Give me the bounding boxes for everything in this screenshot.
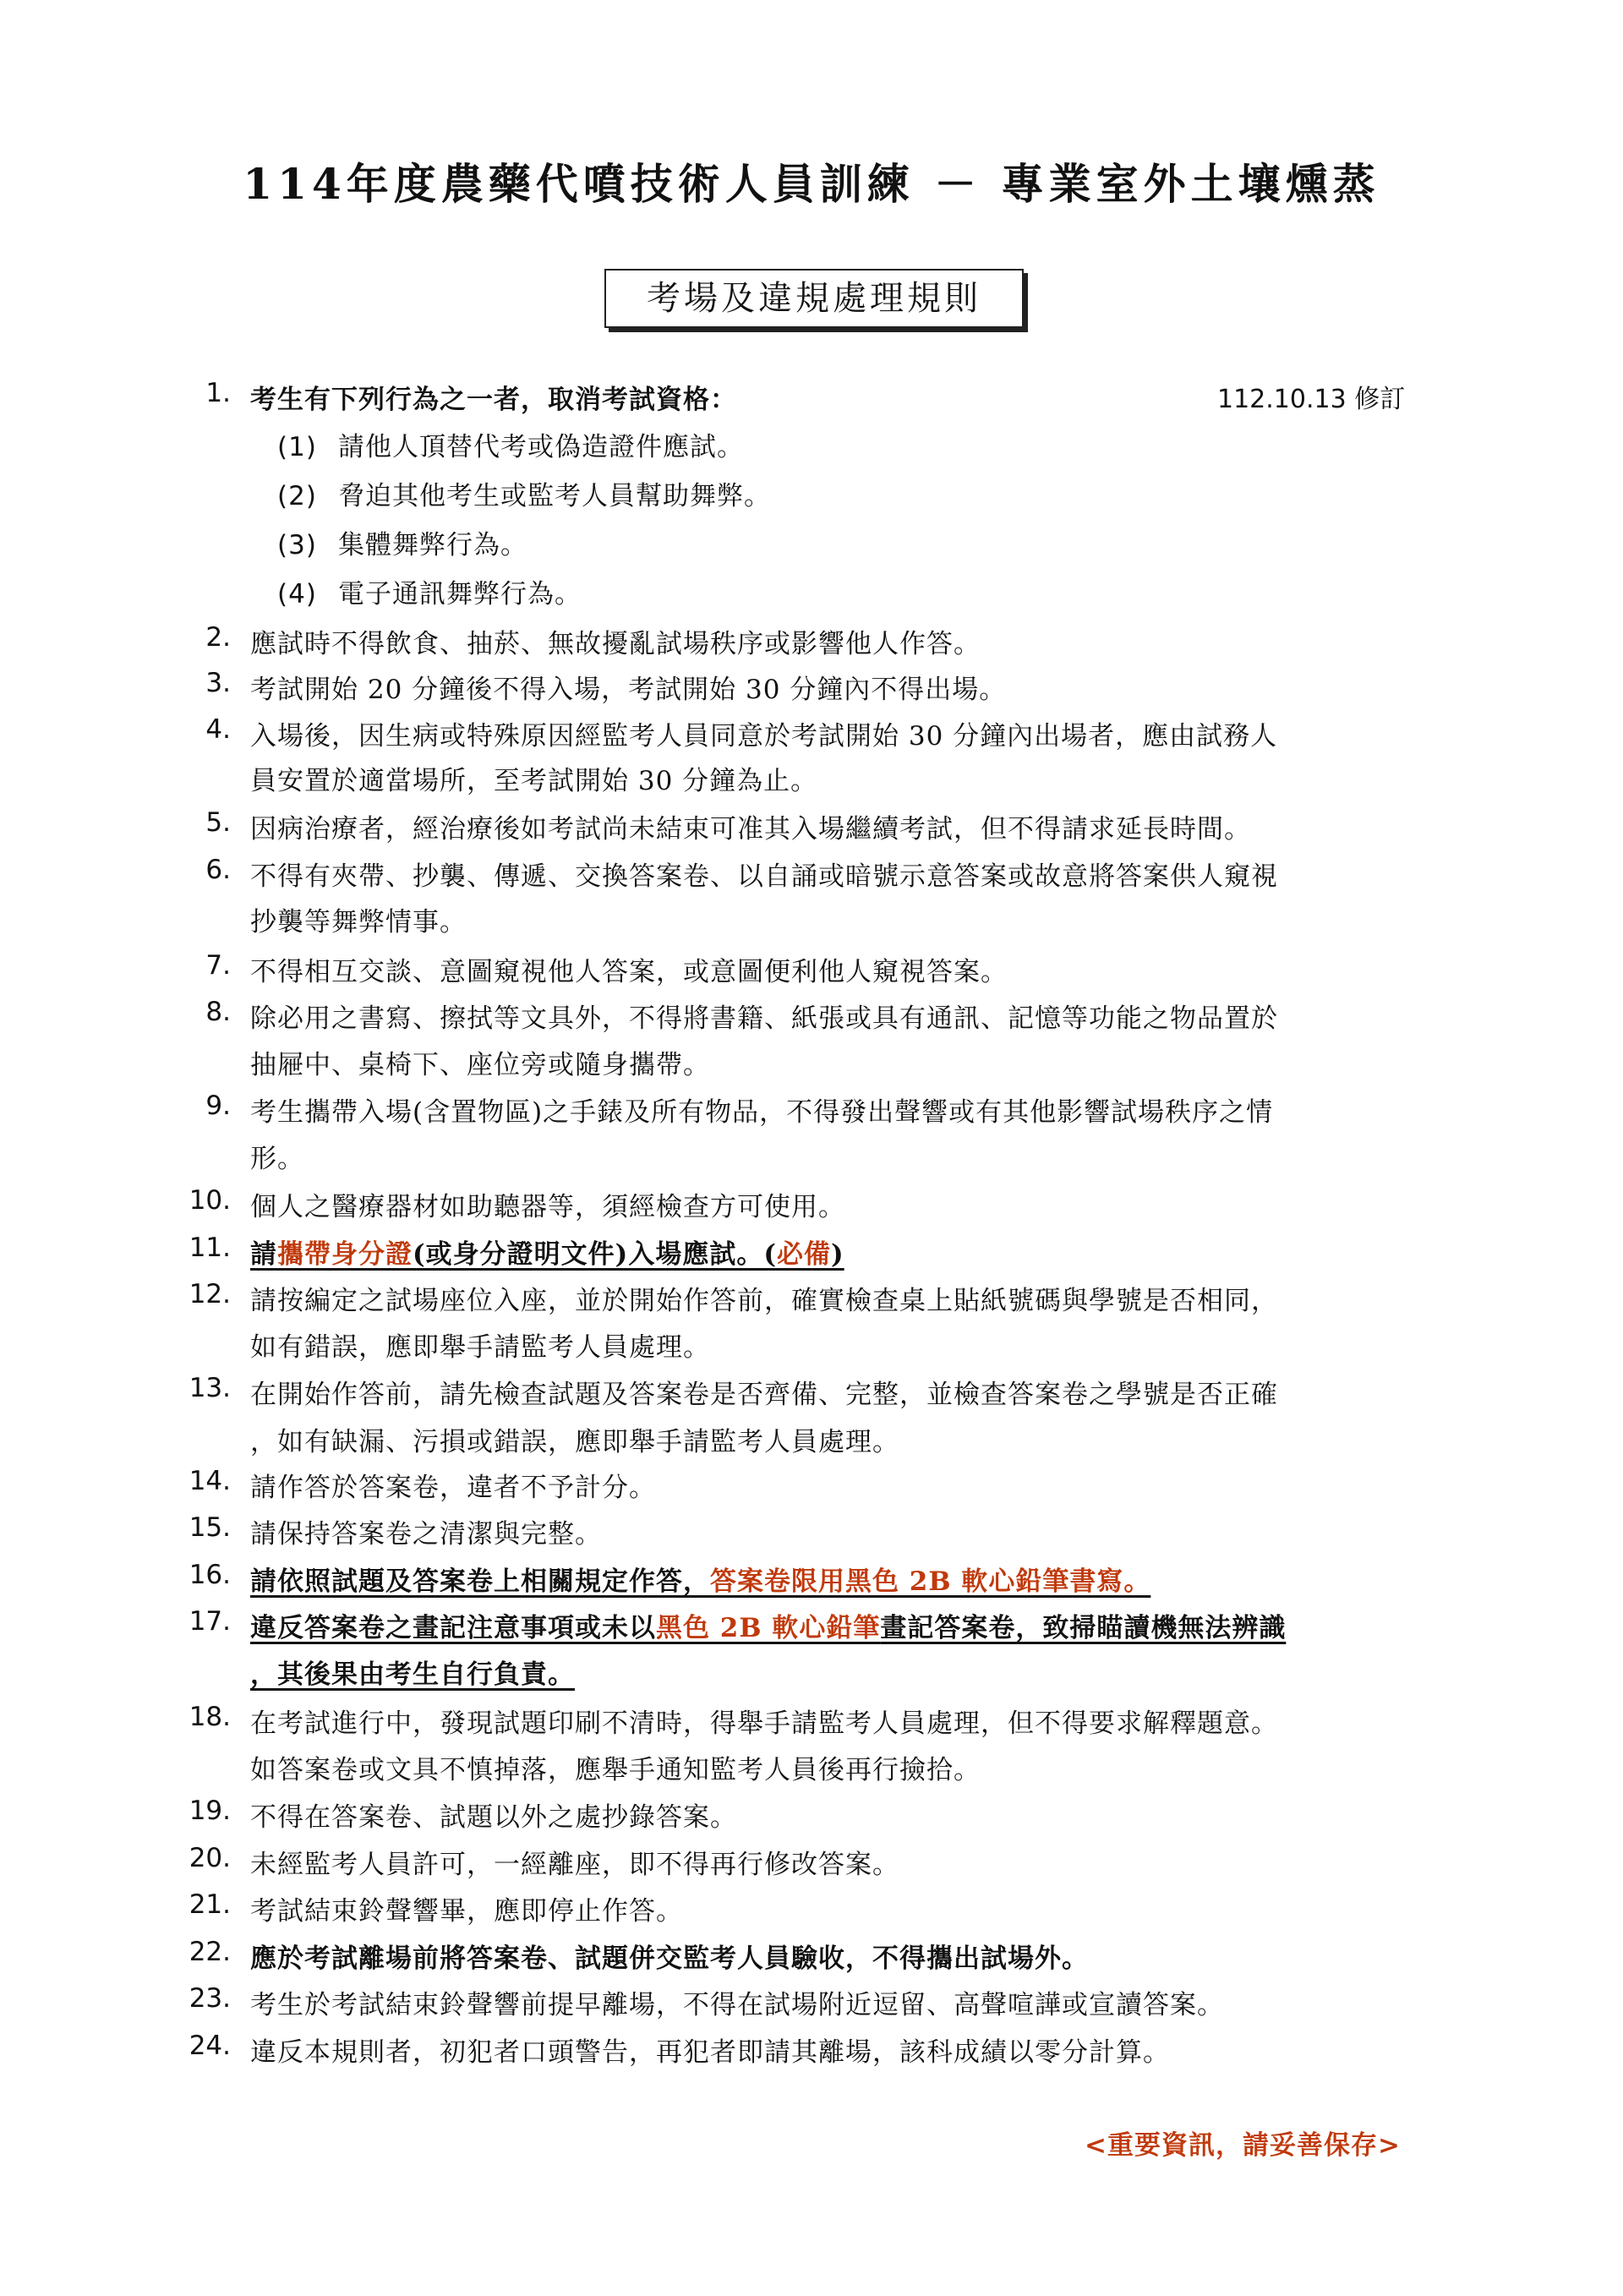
rule-number: 21. (189, 1889, 231, 1920)
rule-highlight: 黑色 2B 軟心鉛筆 (656, 1613, 881, 1643)
rule-text: 考生於考試結束鈴聲響前提早離場，不得在試場附近逗留、高聲喧譁或宣讀答案。 (250, 1990, 1224, 2020)
rule-text: 如有錯誤，應即舉手請監考人員處理。 (250, 1332, 710, 1363)
rule-text: 在考試進行中，發現試題印刷不清時，得舉手請監考人員處理，但不得要求解釋題意。 (250, 1708, 1278, 1739)
rule-number: 19. (189, 1796, 231, 1826)
rule-highlight: 必備 (777, 1239, 832, 1270)
rule-text (250, 1560, 1150, 1598)
rule-text: 違反本規則者，初犯者口頭警告，再犯者即請其離場，該科成績以零分計算。 (250, 2037, 1170, 2068)
rule-number: 18. (189, 1702, 231, 1732)
footer-note: <重要資訊，請妥善保存> (1085, 2130, 1401, 2161)
rule-number: 15. (189, 1512, 231, 1543)
rule-text: 考生有下列行為之一者，取消考試資格： (250, 385, 737, 415)
rule-text-part: 違反答案卷之畫記注意事項或未以 (250, 1613, 656, 1643)
rule-number: 5. (205, 807, 231, 838)
sub-item-number: (1) (277, 432, 317, 462)
subtitle: 考場及違規處理規則 (647, 279, 981, 318)
rule-text-part: (或身分證明文件)入場應試。( (413, 1239, 778, 1270)
rule-text: 抄襲等舞弊情事。 (250, 907, 467, 938)
rule-number: 23. (189, 1983, 231, 2014)
rule-text: 考生攜帶入場(含置物區)之手錶及所有物品，不得發出聲響或有其他影響試場秩序之情 (250, 1097, 1274, 1128)
rule-text: 不得在答案卷、試題以外之處抄錄答案。 (250, 1802, 737, 1833)
subtitle-box (604, 269, 1024, 328)
rule-number: 6. (205, 855, 231, 885)
sub-item-text: 集體舞弊行為。 (338, 530, 527, 560)
rule-text: 請作答於答案卷，違者不予計分。 (250, 1473, 656, 1503)
rule-number: 9. (205, 1091, 231, 1121)
rule-text: 應於考試離場前將答案卷、試題併交監考人員驗收，不得攜出試場外。 (250, 1943, 1089, 1974)
sub-item-number: (4) (277, 579, 317, 610)
rule-text: 抽屜中、桌椅下、座位旁或隨身攜帶。 (250, 1050, 710, 1080)
rule-text-part: 請 (250, 1239, 277, 1270)
rule-number: 11. (189, 1233, 231, 1263)
rule-number: 2. (205, 622, 231, 653)
rule-text: 如答案卷或文具不慎掉落，應舉手通知監考人員後再行撿拾。 (250, 1755, 981, 1785)
sub-item-number: (3) (277, 530, 317, 560)
rule-text: 應試時不得飲食、抽菸、無故擾亂試場秩序或影響他人作答。 (250, 629, 981, 659)
rule-number: 1. (205, 378, 231, 408)
rule-text: 入場後，因生病或特殊原因經監考人員同意於考試開始 30 分鐘內出場者，應由試務人 (250, 721, 1278, 752)
sub-item-text: 請他人頂替代考或偽造證件應試。 (338, 432, 744, 462)
sub-item-text: 電子通訊舞弊行為。 (338, 579, 582, 610)
rule-highlight: 攜帶身分證 (277, 1239, 413, 1270)
rule-number: 13. (189, 1373, 231, 1403)
rule-text: 考試開始 20 分鐘後不得入場，考試開始 30 分鐘內不得出場。 (250, 675, 1007, 705)
rule-text: 除必用之書寫、擦拭等文具外，不得將書籍、紙張或具有通訊、記憶等功能之物品置於 (250, 1003, 1278, 1034)
rule-text-part: 畫記答案卷，致掃瞄讀機無法辨識 (880, 1613, 1287, 1643)
rule-text: 不得有夾帶、抄襲、傳遞、交換答案卷、以自誦或暗號示意答案或故意將答案供人窺視 (250, 861, 1278, 892)
rule-number: 7. (205, 950, 231, 981)
rule-number: 10. (189, 1185, 231, 1216)
rule-text: 員安置於適當場所，至考試開始 30 分鐘為止。 (250, 766, 818, 796)
rule-text: 請按編定之試場座位入座，並於開始作答前，確實檢查桌上貼紙號碼與學號是否相同， (250, 1286, 1278, 1316)
rule-text: 不得相互交談、意圖窺視他人答案，或意圖便利他人窺視答案。 (250, 957, 1008, 987)
rule-text-part: ) (831, 1239, 844, 1270)
rule-text (250, 1606, 1286, 1644)
sub-item (277, 474, 771, 512)
sub-item (277, 425, 744, 463)
rule-text: 因病治療者，經治療後如考試尚未結束可准其入場繼續考試，但不得請求延長時間。 (250, 814, 1251, 845)
rule-number: 24. (189, 2031, 231, 2061)
rule-number: 3. (205, 668, 231, 698)
rule-text: 在開始作答前，請先檢查試題及答案卷是否齊備、完整，並檢查答案卷之學號是否正確 (250, 1380, 1278, 1410)
rule-text: 形。 (250, 1144, 304, 1174)
rule-number: 4. (205, 714, 231, 745)
rule-highlight: 答案卷限用黑色 2B 軟心鉛筆書寫。 (710, 1566, 1151, 1597)
sub-item-number: (2) (277, 481, 317, 511)
rule-text: 個人之醫療器材如助聽器等，須經檢查方可使用。 (250, 1192, 845, 1222)
rule-text: 未經監考人員許可，一經離座，即不得再行修改答案。 (250, 1850, 899, 1880)
rule-number: 20. (189, 1843, 231, 1873)
sub-item (277, 572, 582, 610)
rule-text: 考試結束鈴聲響畢，應即停止作答。 (250, 1896, 683, 1927)
rule-text-part: 請依照試題及答案卷上相關規定作答， (250, 1566, 710, 1597)
rule-text (250, 1233, 844, 1271)
revision-date: 112.10.13 修訂 (1217, 385, 1406, 414)
sub-item (277, 523, 527, 561)
rule-text: ，如有缺漏、污損或錯誤，應即舉手請監考人員處理。 (250, 1427, 899, 1457)
page-title: 114年度農藥代噴技術人員訓練 － 專業室外土壤燻蒸 (243, 159, 1380, 209)
rule-number: 12. (189, 1279, 231, 1309)
rule-text: ，其後果由考生自行負責。 (250, 1659, 575, 1690)
rule-number: 17. (189, 1606, 231, 1637)
sub-item-text: 脅迫其他考生或監考人員幫助舞弊。 (338, 481, 771, 511)
rule-number: 22. (189, 1937, 231, 1967)
rule-text: 請保持答案卷之清潔與完整。 (250, 1519, 602, 1550)
rule-number: 14. (189, 1466, 231, 1496)
rule-number: 8. (205, 997, 231, 1027)
rule-number: 16. (189, 1560, 231, 1590)
